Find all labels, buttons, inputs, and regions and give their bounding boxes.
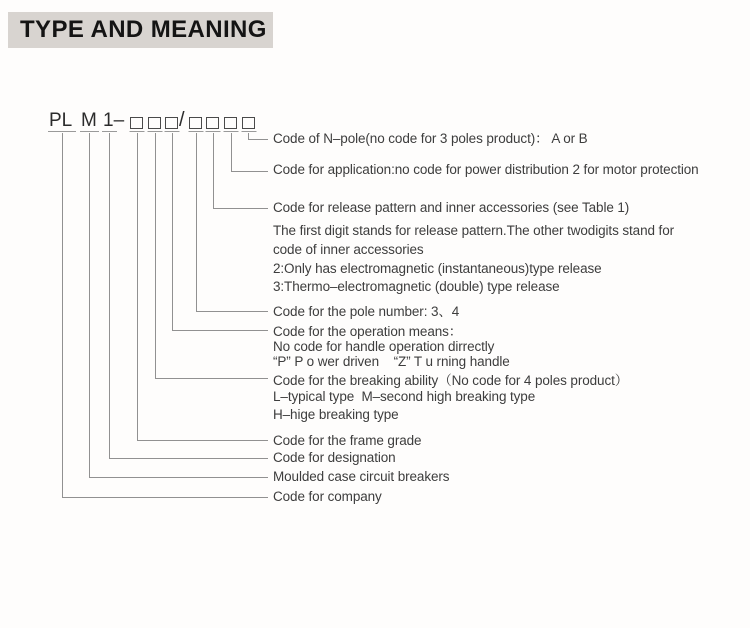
desc-operation-note-2: “P” P o wer driven “Z” T u rning handle [273, 354, 510, 369]
desc-release-note-1: The first digit stands for release pattern.The other twodigits stand for [273, 223, 675, 238]
desc-release-note-3: 2:Only has electromagnetic (instantaneous)type release [273, 261, 602, 276]
desc-operation-means: Code for the operation means： [273, 324, 463, 339]
desc-release-pattern: Code for release pattern and inner accessories (see Table 1) [273, 200, 630, 215]
desc-breaking-ability: Code for the breaking ability（No code for 4 poles product） [273, 373, 629, 388]
desc-release-note-4: 3:Thermo–electromagnetic (double) type release [273, 279, 560, 294]
model-part-company: PL [49, 110, 73, 131]
connector-lines [63, 133, 269, 498]
section-title: TYPE AND MEANING [20, 16, 267, 43]
desc-n-pole: Code of N–pole(no code for 3 poles product)： A or B [273, 131, 588, 146]
desc-application: Code for application:no code for power distribution 2 for motor protection [273, 162, 699, 177]
desc-breaking-note-2: H–hige breaking type [273, 407, 399, 422]
desc-breaking-note-1: L–typical type M–second high breaking type [273, 389, 536, 404]
desc-release-note-2: code of inner accessories [273, 242, 424, 257]
model-part-designation: 1– [103, 110, 125, 131]
desc-moulded-case: Moulded case circuit breakers [273, 469, 450, 484]
desc-designation: Code for designation [273, 450, 396, 465]
model-part-moulded: M [81, 110, 97, 131]
model-separator: / [179, 109, 185, 131]
desc-pole-number: Code for the pole number: 3、4 [273, 304, 460, 319]
desc-frame-grade: Code for the frame grade [273, 433, 422, 448]
desc-operation-note-1: No code for handle operation dirrectly [273, 339, 495, 354]
desc-company: Code for company [273, 489, 382, 504]
